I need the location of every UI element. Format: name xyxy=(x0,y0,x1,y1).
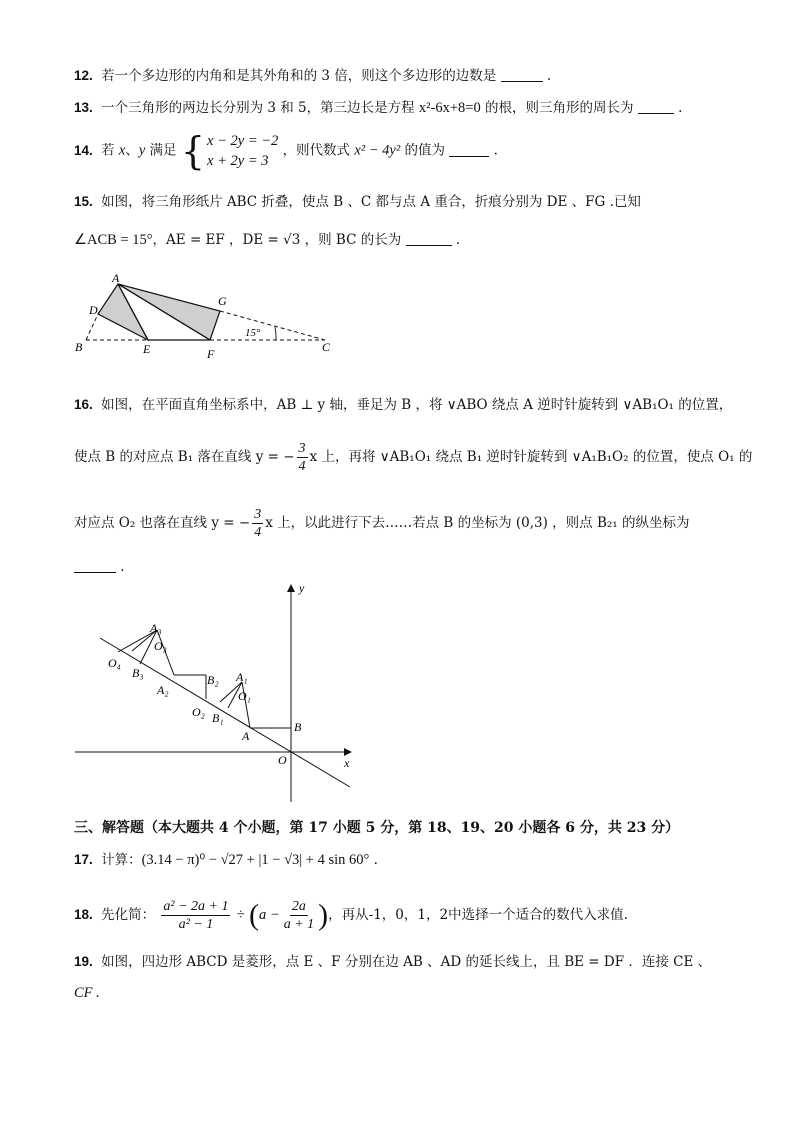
period: . xyxy=(455,232,461,248)
frac-den: 4 xyxy=(254,525,262,540)
question-text: 如图，在平面直角坐标系中，AB ⊥ y 轴，垂足为 B ，将 ∨ABO 绕点 A 逆时针旋转到 ∨AB₁O₁ 的位置， xyxy=(101,397,733,413)
label-O: O xyxy=(278,753,287,767)
label-C: C xyxy=(322,340,331,354)
fraction-2 xyxy=(282,898,316,933)
question-text-3: ，则代数式 xyxy=(282,142,355,159)
question-text: 若 xyxy=(101,142,119,159)
period: . xyxy=(678,100,683,116)
question-text: 先化简： xyxy=(101,907,156,923)
question-18 xyxy=(74,895,628,936)
question-number: 17. xyxy=(74,852,93,867)
question-number: 12. xyxy=(74,68,93,83)
fraction-three-quarters-2 xyxy=(252,506,263,541)
question-19-line-1 xyxy=(74,952,711,972)
triangle-fold-figure xyxy=(70,270,350,365)
paren-term: a − xyxy=(259,907,280,923)
question-15-line-2 xyxy=(74,230,460,250)
equation-1: x − 2y = −2 xyxy=(207,133,279,149)
question-text: 一个三角形的两边长分别为 3 和 5，第三边长是方程 xyxy=(101,100,419,116)
question-number: 14. xyxy=(74,142,93,158)
axis-label-x: x xyxy=(344,756,350,770)
question-text-2: ，AE = EF ，DE = √3 ，则 BC 的长为 xyxy=(152,232,402,248)
question-text-2b: x 上，再将 ∨AB₁O₁ 绕点 B₁ 逆时针旋转到 ∨A₁B₁O₂ 的位置，使点 O₁ 的 xyxy=(309,449,753,465)
label-B: B xyxy=(75,340,83,354)
separator: 、 xyxy=(125,142,139,159)
question-16-line-1 xyxy=(74,395,732,415)
period: . xyxy=(493,142,498,159)
equation: x²-6x+8=0 xyxy=(418,100,481,116)
question-16-line-4 xyxy=(74,557,125,577)
question-text-2a: 使点 B 的对应点 B₁ 落在直线 y = − xyxy=(74,449,295,465)
answer-blank[interactable] xyxy=(449,142,489,157)
fraction-three-quarters xyxy=(297,440,308,475)
frac-den: a + 1 xyxy=(283,917,315,932)
label-E: E xyxy=(143,342,151,356)
answer-blank[interactable] xyxy=(406,231,452,246)
question-number: 13. xyxy=(74,100,93,115)
label-O4: O₄ xyxy=(108,656,121,670)
label-O1: O₁ xyxy=(238,689,251,703)
label-O3: O₃ xyxy=(154,639,167,653)
period: . xyxy=(373,852,378,868)
question-text: 如图，四边形 ABCD 是菱形，点 E 、F 分别在边 AB 、AD 的延长线上，且 BE = DF ．连接 CE 、 xyxy=(101,954,712,970)
question-text: 计算： xyxy=(101,852,142,868)
var-x: x xyxy=(118,142,126,159)
question-text-2: CF . xyxy=(74,985,100,1001)
question-12 xyxy=(74,66,551,86)
expression: (3.14 − π)⁰ − √27 + |1 − √3| + 4 sin 60° xyxy=(141,852,370,868)
period: . xyxy=(546,68,552,84)
question-17 xyxy=(74,850,378,870)
question-text-3b: x 上，以此进行下去……若点 B 的坐标为 (0,3) ，则点 B₂₁ 的纵坐标为 xyxy=(265,515,690,531)
label-D: D xyxy=(89,303,98,317)
label-A1: A₁ xyxy=(236,670,248,684)
question-number: 19. xyxy=(74,954,93,969)
label-B1: B₁ xyxy=(212,711,224,725)
question-16-line-3 xyxy=(74,506,690,541)
question-number: 18. xyxy=(74,907,93,922)
label-G: G xyxy=(218,294,227,308)
question-16-line-2 xyxy=(74,440,752,475)
brace-icon: { xyxy=(180,129,206,173)
label-B2: B₂ xyxy=(207,673,219,687)
question-number: 16. xyxy=(74,397,93,412)
label-A3: A₃ xyxy=(150,621,162,635)
answer-blank[interactable] xyxy=(501,67,543,82)
coordinate-rotation-figure xyxy=(70,580,360,805)
label-B: B xyxy=(294,720,302,734)
label-F: F xyxy=(207,347,215,361)
left-paren-icon: ( xyxy=(249,898,260,932)
label-B3: B₃ xyxy=(132,666,144,680)
label-O2: O₂ xyxy=(192,705,205,719)
period: . xyxy=(120,559,125,575)
axis-label-y: y xyxy=(299,581,305,595)
expression: x² − 4y² xyxy=(354,142,401,159)
question-13 xyxy=(74,98,682,118)
question-text-2: ，再从-1，0，1，2中选择一个适合的数代入求值. xyxy=(328,907,628,923)
label-A: A xyxy=(112,271,120,285)
question-text-4: 的值为 xyxy=(400,142,446,159)
question-text-3a: 对应点 O₂ 也落在直线 y = − xyxy=(74,515,251,531)
question-text-2: 满足 xyxy=(145,142,177,159)
label-angle: 15° xyxy=(245,327,261,339)
var-y: y xyxy=(138,142,146,159)
frac-num: 3 xyxy=(298,441,306,456)
right-paren-icon: ) xyxy=(318,898,329,932)
question-text-2: 的根，则三角形的周长为 xyxy=(480,100,634,116)
question-19-line-2 xyxy=(74,983,100,1003)
frac-num: a² − 2a + 1 xyxy=(163,899,229,914)
frac-den: a² − 1 xyxy=(178,917,214,932)
frac-num: 2a xyxy=(291,899,306,914)
label-A2: A₂ xyxy=(157,683,169,697)
answer-blank[interactable] xyxy=(638,99,674,114)
question-text: 若一个多边形的内角和是其外角和的 3 倍，则这个多边形的边数是 xyxy=(101,68,497,84)
question-number: 15. xyxy=(74,194,93,209)
equation-2: x + 2y = 3 xyxy=(207,153,269,169)
frac-den: 4 xyxy=(298,459,306,474)
question-text: 如图，将三角形纸片 ABC 折叠，使点 B 、C 都与点 A 重合，折痕分别为 DE 、FG .已知 xyxy=(101,194,641,210)
equation-system xyxy=(181,131,278,171)
section-heading: 三、解答题（本大题共 4 个小题，第 17 小题 5 分，第 18、19、20 小题各 6 分，共 23 分） xyxy=(74,820,680,836)
question-15-line-1 xyxy=(74,192,641,212)
answer-blank[interactable] xyxy=(74,558,116,573)
label-A: A xyxy=(242,729,250,743)
divide-sign: ÷ xyxy=(236,907,245,923)
question-14 xyxy=(74,131,498,171)
frac-num: 3 xyxy=(254,507,262,522)
angle-condition: ∠ACB = 15° xyxy=(74,232,153,248)
fraction-1 xyxy=(161,898,230,933)
